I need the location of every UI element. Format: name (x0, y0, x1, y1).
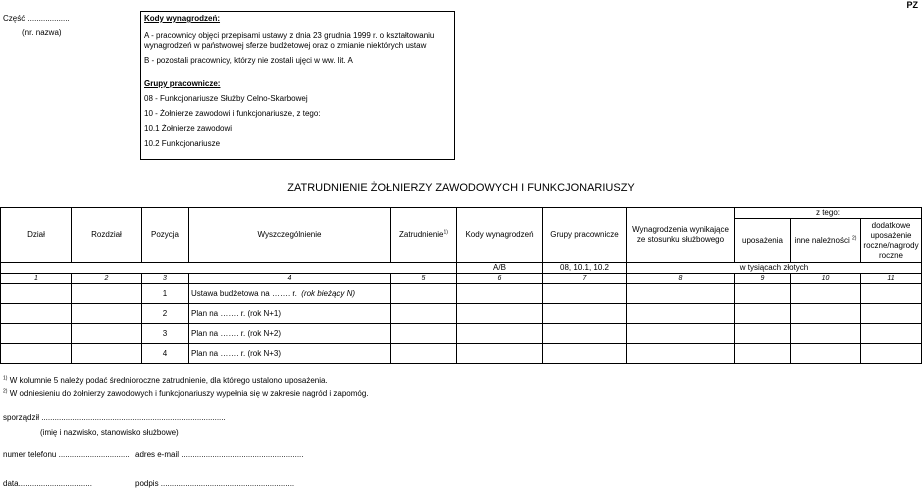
footnote-ref-2: 2) (851, 234, 857, 241)
footnote-1-mark: 1) (3, 375, 8, 382)
cell-kody[interactable] (457, 344, 543, 364)
grupy-title: Grupy pracownicze: (144, 79, 221, 88)
table-row (1, 284, 922, 304)
kody-a-line1: A - pracownicy objęci przepisami ustawy z dnia 23 grudnia 1999 r. o kształtowaniu (144, 31, 435, 40)
cell-wynagrodzenia[interactable] (627, 304, 735, 324)
subheader-grupy: 08, 10.1, 10.2 (543, 263, 627, 274)
cell-wyszczegolnienie: Plan na ……. r. (rok N+1) (189, 304, 391, 324)
header-pozycja: Pozycja (142, 208, 189, 263)
cell-rozdzial[interactable] (72, 284, 142, 304)
czesc-field: Część ................... (3, 14, 70, 23)
row-note: (rok bieżący N) (301, 288, 356, 298)
kody-title: Kody wynagrodzeń: (144, 14, 221, 23)
cell-wynagrodzenia[interactable] (627, 284, 735, 304)
czesc-sub-label: (nr. nazwa) (22, 28, 62, 37)
footnote-2-text: W odniesieniu do żołnierzy zawodowych i funkcjonariuszy wypełnia się w zakresie nagród i zapomóg. (9, 389, 369, 398)
cell-dzial[interactable] (1, 304, 72, 324)
cell-pozycja: 4 (142, 344, 189, 364)
grupy-item: 10 - Żołnierze zawodowi i funkcjonariusze, z tego: (144, 109, 321, 118)
cell-wynagrodzenia[interactable] (627, 324, 735, 344)
grupy-item: 08 - Funkcjonariusze Służby Celno-Skarbowej (144, 94, 308, 103)
cell-dodatkowe[interactable] (861, 344, 922, 364)
sporzadzil-sub-label: (imię i nazwisko, stanowisko służbowe) (40, 428, 179, 437)
footnote-2-mark: 2) (3, 388, 8, 395)
cell-dodatkowe[interactable] (861, 324, 922, 344)
cell-pozycja: 2 (142, 304, 189, 324)
cell-rozdzial[interactable] (72, 304, 142, 324)
header-uposazenia: uposażenia (735, 219, 791, 263)
employment-table (0, 207, 922, 364)
inne-label: inne należności (794, 235, 850, 245)
subheader-empty (1, 263, 457, 274)
cell-kody[interactable] (457, 324, 543, 344)
grupy-item: 10.1 Żołnierze zawodowi (144, 124, 233, 133)
cell-pozycja: 3 (142, 324, 189, 344)
table-row (1, 344, 922, 364)
data-field[interactable]: data................................. (3, 479, 92, 488)
cell-zatrudnienie[interactable] (391, 284, 457, 304)
kody-b: B - pozostali pracownicy, którzy nie zostali ujęci w ww. lit. A (144, 56, 353, 65)
grupy-item: 10.2 Funkcjonariusze (144, 139, 221, 148)
subheader-kody: A/B (457, 263, 543, 274)
cell-wynagrodzenia[interactable] (627, 344, 735, 364)
cell-dzial[interactable] (1, 344, 72, 364)
cell-inne[interactable] (791, 344, 861, 364)
header-grupy: Grupy pracownicze (543, 208, 627, 263)
sporzadzil-field[interactable]: sporządził ................................................................................... (3, 413, 226, 422)
cell-wyszczegolnienie: Plan na ……. r. (rok N+3) (189, 344, 391, 364)
cell-dodatkowe[interactable] (861, 304, 922, 324)
cell-uposazenia[interactable] (735, 324, 791, 344)
table-row (1, 324, 922, 344)
col-number: 1 (1, 274, 72, 284)
header-rozdzial: Rozdział (72, 208, 142, 263)
header-wyszczegolnienie: Wyszczególnienie (189, 208, 391, 263)
cell-zatrudnienie[interactable] (391, 304, 457, 324)
cell-inne[interactable] (791, 324, 861, 344)
col-number: 4 (189, 274, 391, 284)
cell-grupy[interactable] (543, 324, 627, 344)
header-kody: Kody wynagrodzeń (457, 208, 543, 263)
email-field[interactable]: adres e-mail ....................................................... (135, 450, 304, 459)
kody-a-line2: wynagrodzeń w państwowej sferze budżetowej oraz o zmianie niektórych ustaw (144, 41, 427, 50)
col-number: 11 (861, 274, 922, 284)
cell-grupy[interactable] (543, 344, 627, 364)
col-number: 10 (791, 274, 861, 284)
col-number: 3 (142, 274, 189, 284)
cell-grupy[interactable] (543, 284, 627, 304)
cell-uposazenia[interactable] (735, 344, 791, 364)
col-number: 6 (457, 274, 543, 284)
header-inne (791, 219, 861, 263)
cell-dodatkowe[interactable] (861, 284, 922, 304)
subheader-units: w tysiącach złotych (627, 263, 922, 274)
header-zatrudnienie (391, 208, 457, 263)
cell-uposazenia[interactable] (735, 304, 791, 324)
row-text: Ustawa budżetowa na ……. r. (191, 288, 297, 298)
footnote-ref-1: 1) (443, 229, 448, 236)
header-wynagrodzenia: Wynagrodzenia wynikające ze stosunku służbowego (627, 208, 735, 263)
cell-pozycja: 1 (142, 284, 189, 304)
cell-rozdzial[interactable] (72, 344, 142, 364)
zatrudnienie-label: Zatrudnienie (399, 230, 444, 239)
cell-dzial[interactable] (1, 284, 72, 304)
cell-rozdzial[interactable] (72, 324, 142, 344)
header-dzial: Dział (1, 208, 72, 263)
col-number: 5 (391, 274, 457, 284)
col-number: 2 (72, 274, 142, 284)
cell-wyszczegolnienie: Plan na ……. r. (rok N+2) (189, 324, 391, 344)
cell-dzial[interactable] (1, 324, 72, 344)
col-number: 9 (735, 274, 791, 284)
footnote-2 (3, 389, 369, 398)
footnote-1 (3, 376, 328, 385)
table-row (1, 304, 922, 324)
form-code: PZ (906, 0, 918, 10)
cell-kody[interactable] (457, 304, 543, 324)
cell-uposazenia[interactable] (735, 284, 791, 304)
header-dodatkowe: dodatkowe uposażenie roczne/nagrody roczne (861, 219, 922, 263)
podpis-field[interactable]: podpis ............................................................ (135, 479, 295, 488)
footnote-1-text: W kolumnie 5 należy podać średnioroczne zatrudnienie, dla którego ustalono uposażenia. (9, 376, 328, 385)
cell-grupy[interactable] (543, 304, 627, 324)
cell-zatrudnienie[interactable] (391, 344, 457, 364)
cell-wyszczegolnienie (189, 284, 391, 304)
col-number: 8 (627, 274, 735, 284)
cell-kody[interactable] (457, 284, 543, 304)
cell-inne[interactable] (791, 304, 861, 324)
page-title: ZATRUDNIENIE ŻOŁNIERZY ZAWODOWYCH I FUNKCJONARIUSZY (287, 182, 635, 194)
legend-box (140, 11, 455, 160)
cell-inne[interactable] (791, 284, 861, 304)
col-number: 7 (543, 274, 627, 284)
header-z-tego: z tego: (735, 208, 922, 219)
cell-zatrudnienie[interactable] (391, 324, 457, 344)
telefon-field[interactable]: numer telefonu ................................ (3, 450, 130, 459)
